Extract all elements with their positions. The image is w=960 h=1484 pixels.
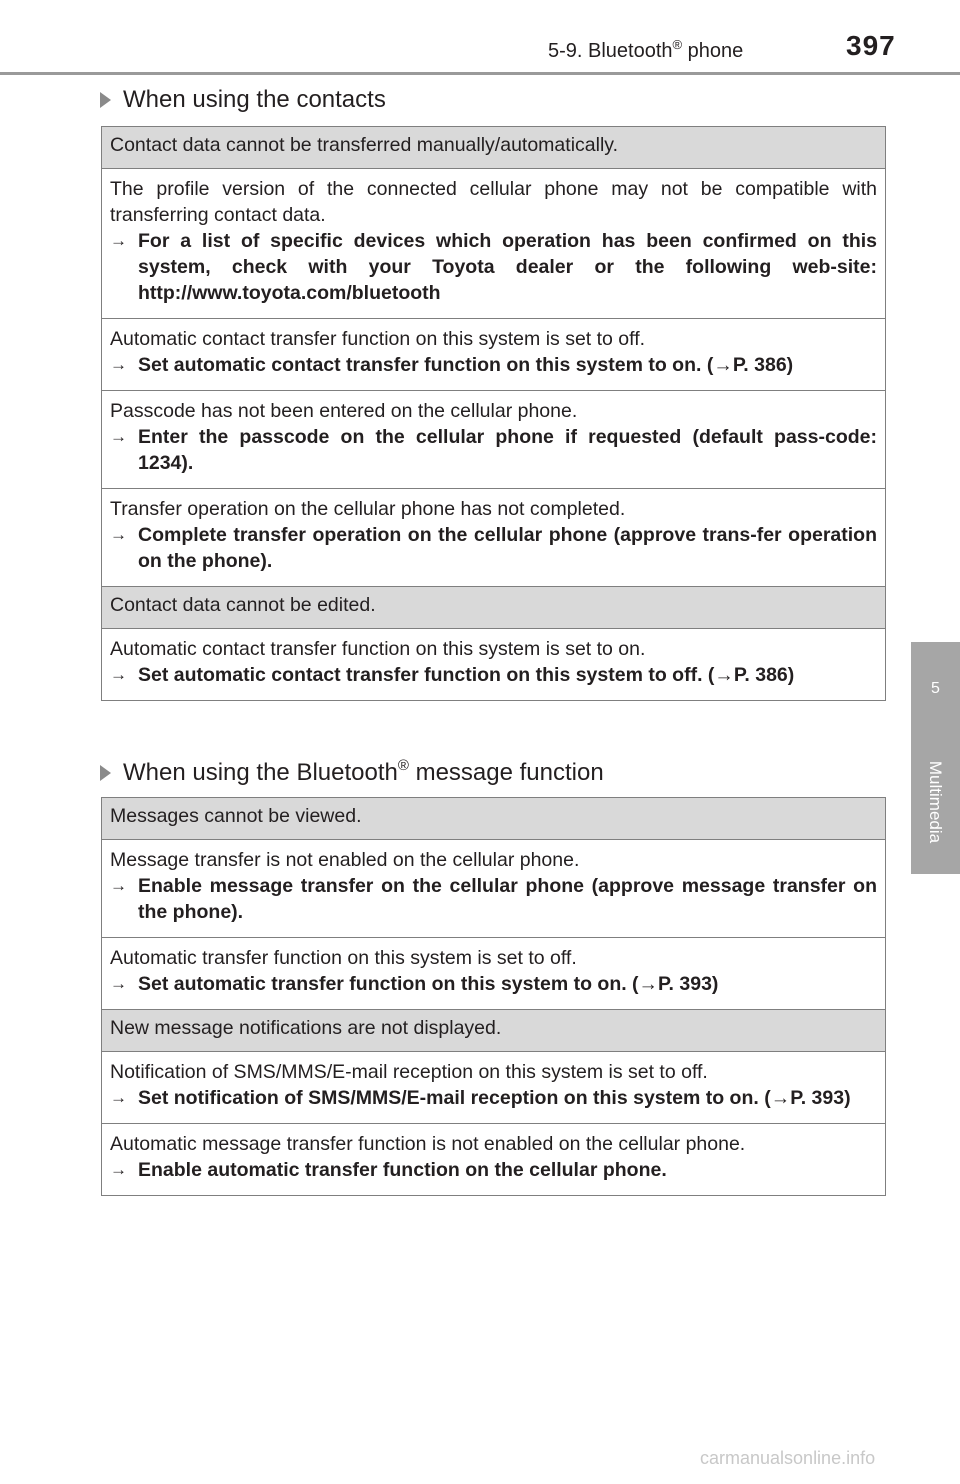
registered-mark: ® bbox=[672, 37, 683, 52]
symptom-row bbox=[102, 127, 886, 169]
remedy-line bbox=[110, 971, 877, 997]
remedy-text: Enable message transfer on the cellular phone (approve message transfer on the phone). bbox=[138, 875, 877, 923]
table-cell bbox=[102, 840, 886, 938]
table-cell bbox=[102, 127, 886, 169]
triangle-bullet-icon bbox=[100, 765, 111, 781]
remedy-line bbox=[110, 522, 877, 574]
remedy-line bbox=[110, 228, 877, 306]
arrow-right-icon: → bbox=[110, 1160, 127, 1179]
cause-row bbox=[102, 489, 886, 587]
chapter-number: 5 bbox=[931, 680, 940, 697]
registered-mark: ® bbox=[397, 757, 409, 774]
remedy-text: Complete transfer operation on the cellular phone (approve trans-fer operation on the phone). bbox=[138, 524, 877, 572]
header-section-title: 5-9. Bluetooth® phone bbox=[548, 37, 744, 62]
chapter-label: Multimedia bbox=[926, 760, 945, 844]
arrow-right-icon: → bbox=[110, 1088, 127, 1107]
cause-row bbox=[102, 391, 886, 489]
troubleshooting-table-messages bbox=[101, 797, 886, 1196]
remedy-text: Enable automatic transfer function on the cellular phone. bbox=[138, 1159, 667, 1181]
table-cell bbox=[102, 587, 886, 629]
triangle-bullet-icon bbox=[100, 92, 111, 108]
cause-text: Passcode has not been entered on the cellular phone. bbox=[110, 400, 578, 422]
table-cell bbox=[102, 1010, 886, 1052]
remedy-line bbox=[110, 424, 877, 476]
cause-row bbox=[102, 169, 886, 319]
table-cell bbox=[102, 169, 886, 319]
table-cell bbox=[102, 1124, 886, 1196]
remedy-line bbox=[110, 352, 877, 378]
cause-text: Transfer operation on the cellular phone has not completed. bbox=[110, 498, 626, 520]
cause-text: Automatic transfer function on this system is set to off. bbox=[110, 947, 577, 969]
cause-text: Notification of SMS/MMS/E-mail reception on this system is set to off. bbox=[110, 1061, 708, 1083]
table-cell bbox=[102, 1052, 886, 1124]
table-cell bbox=[102, 938, 886, 1010]
page-number: 397 bbox=[846, 30, 896, 61]
remedy-text: For a list of specific devices which operation has been confirmed on this system, check with your Toyota dealer or the following web-site: http://www.toyota.com/bluetooth bbox=[138, 230, 877, 304]
cause-text: Automatic contact transfer function on this system is set to off. bbox=[110, 328, 646, 350]
cause-row bbox=[102, 1052, 886, 1124]
section-heading-messages: When using the Bluetooth® message function bbox=[100, 757, 604, 787]
table-cell bbox=[102, 319, 886, 391]
remedy-line bbox=[110, 873, 877, 925]
remedy-text: Set notification of SMS/MMS/E-mail reception on this system to on. (→P. 393) bbox=[138, 1087, 851, 1109]
header-divider bbox=[0, 72, 960, 75]
troubleshooting-table-contacts bbox=[101, 126, 886, 701]
cause-row bbox=[102, 629, 886, 701]
table-cell bbox=[102, 391, 886, 489]
symptom-row bbox=[102, 587, 886, 629]
symptom-row bbox=[102, 798, 886, 840]
cause-text: The profile version of the connected cellular phone may not be compatible with transferring contact data. bbox=[110, 178, 877, 226]
arrow-right-icon: → bbox=[110, 974, 127, 993]
cause-row bbox=[102, 840, 886, 938]
arrow-right-icon: → bbox=[110, 231, 127, 250]
symptom-text: Contact data cannot be transferred manually/automatically. bbox=[110, 134, 618, 156]
remedy-text: Set automatic transfer function on this system to on. (→P. 393) bbox=[138, 973, 719, 995]
arrow-right-icon: → bbox=[110, 355, 127, 374]
remedy-text: Set automatic contact transfer function on this system to on. (→P. 386) bbox=[138, 354, 794, 376]
remedy-text: Set automatic contact transfer function on this system to off. (→P. 386) bbox=[138, 664, 795, 686]
table-cell bbox=[102, 798, 886, 840]
section-heading-contacts: When using the contacts bbox=[100, 86, 386, 114]
cause-text: Automatic message transfer function is not enabled on the cellular phone. bbox=[110, 1133, 746, 1155]
symptom-text: New message notifications are not displayed. bbox=[110, 1017, 502, 1039]
watermark: carmanualsonline.info bbox=[700, 1448, 876, 1468]
symptom-text: Messages cannot be viewed. bbox=[110, 805, 362, 827]
remedy-line bbox=[110, 1157, 877, 1183]
arrow-right-icon: → bbox=[110, 525, 127, 544]
table-cell bbox=[102, 629, 886, 701]
remedy-line bbox=[110, 662, 877, 688]
arrow-right-icon: → bbox=[110, 427, 127, 446]
cause-row bbox=[102, 1124, 886, 1196]
arrow-right-icon: → bbox=[110, 665, 127, 684]
cause-text: Automatic contact transfer function on this system is set to on. bbox=[110, 638, 646, 660]
table-cell bbox=[102, 489, 886, 587]
chapter-side-tab bbox=[911, 642, 960, 874]
cause-row bbox=[102, 319, 886, 391]
symptom-row bbox=[102, 1010, 886, 1052]
remedy-line bbox=[110, 1085, 877, 1111]
remedy-text: Enter the passcode on the cellular phone if requested (default pass-code: 1234). bbox=[138, 426, 877, 474]
symptom-text: Contact data cannot be edited. bbox=[110, 594, 376, 616]
cause-text: Message transfer is not enabled on the cellular phone. bbox=[110, 849, 580, 871]
cause-row bbox=[102, 938, 886, 1010]
arrow-right-icon: → bbox=[110, 876, 127, 895]
